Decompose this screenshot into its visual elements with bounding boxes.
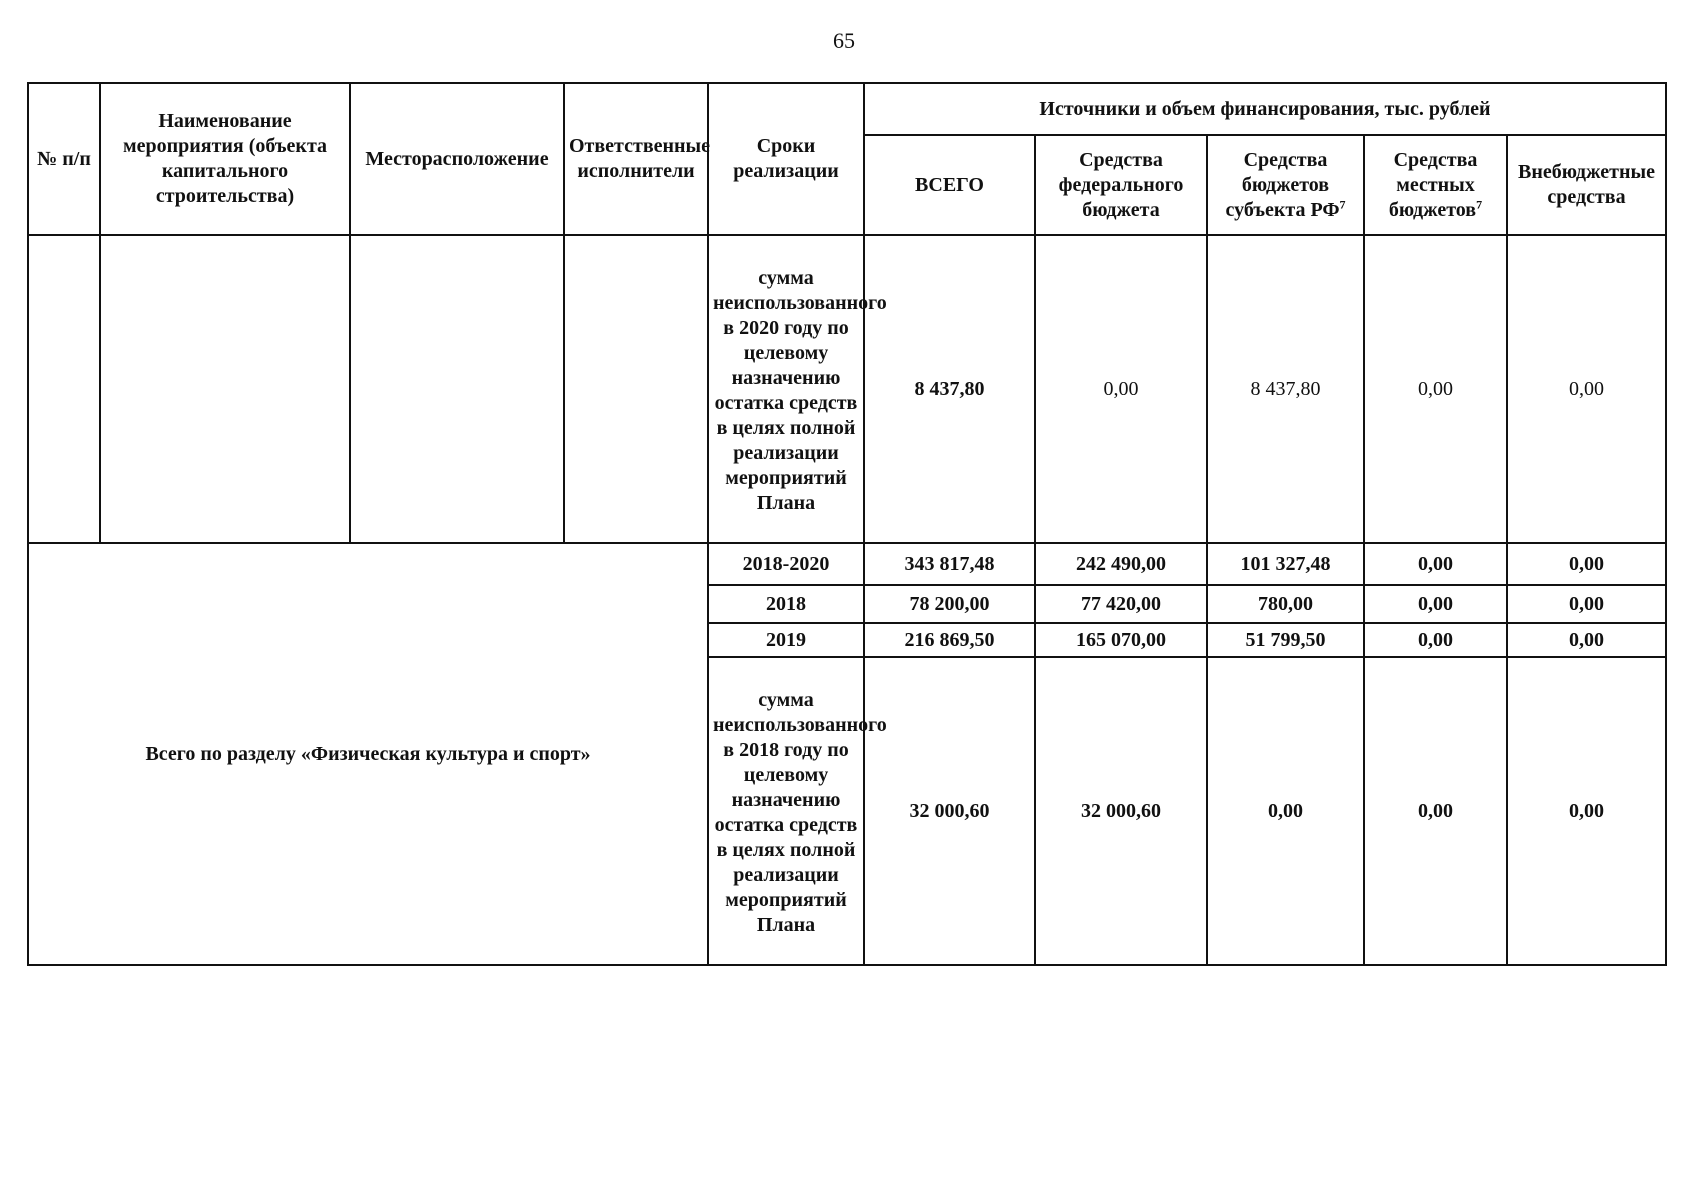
- cell-federal: 32 000,60: [1035, 657, 1207, 965]
- cell-subject: 51 799,50: [1207, 623, 1364, 657]
- cell-local: 0,00: [1364, 235, 1507, 543]
- cell-location: [350, 235, 564, 543]
- cell-period: 2018: [708, 585, 864, 623]
- header-local-label: Средства местных бюджетов: [1388, 148, 1478, 221]
- financing-table: [27, 82, 1667, 966]
- cell-offbudget: 0,00: [1507, 235, 1666, 543]
- header-terms: Сроки реализации: [708, 83, 864, 235]
- header-offbudget: Внебюджетные средства: [1507, 135, 1666, 235]
- table-row: [28, 543, 1666, 585]
- cell-federal: 242 490,00: [1035, 543, 1207, 585]
- cell-offbudget: 0,00: [1507, 585, 1666, 623]
- cell-name: [100, 235, 350, 543]
- header-local: [1364, 135, 1507, 235]
- cell-federal: 165 070,00: [1035, 623, 1207, 657]
- header-num: № п/п: [28, 83, 100, 235]
- cell-subject: 8 437,80: [1207, 235, 1364, 543]
- cell-local: 0,00: [1364, 543, 1507, 585]
- cell-period: сумма неиспользованного в 2018 году по целевому назначению остатка средств в целях полной реализации мероприятий Плана: [708, 657, 864, 965]
- cell-offbudget: 0,00: [1507, 657, 1666, 965]
- cell-responsible: [564, 235, 708, 543]
- cell-federal: 0,00: [1035, 235, 1207, 543]
- cell-period: сумма неиспользованного в 2020 году по целевому назначению остатка средств в целях полной реализации мероприятий Плана: [708, 235, 864, 543]
- header-responsible: Ответственные исполнители: [564, 83, 708, 235]
- cell-local: 0,00: [1364, 657, 1507, 965]
- header-location: Месторасположение: [350, 83, 564, 235]
- cell-total: 78 200,00: [864, 585, 1035, 623]
- cell-total: 8 437,80: [864, 235, 1035, 543]
- cell-total: 216 869,50: [864, 623, 1035, 657]
- header-subject: [1207, 135, 1364, 235]
- header-total: ВСЕГО: [864, 135, 1035, 235]
- cell-total: 343 817,48: [864, 543, 1035, 585]
- cell-period: 2019: [708, 623, 864, 657]
- cell-offbudget: 0,00: [1507, 623, 1666, 657]
- cell-subject: 0,00: [1207, 657, 1364, 965]
- table-row: [28, 235, 1666, 543]
- summary-label: Всего по разделу «Физическая культура и спорт»: [28, 543, 708, 965]
- cell-period: 2018-2020: [708, 543, 864, 585]
- cell-subject: 101 327,48: [1207, 543, 1364, 585]
- cell-local: 0,00: [1364, 623, 1507, 657]
- cell-subject: 780,00: [1207, 585, 1364, 623]
- footnote-ref: 7: [1339, 196, 1346, 211]
- header-federal: Средства федерального бюджета: [1035, 135, 1207, 235]
- header-name: Наименование мероприятия (объекта капитального строительства): [100, 83, 350, 235]
- cell-local: 0,00: [1364, 585, 1507, 623]
- cell-num: [28, 235, 100, 543]
- page-number: 65: [833, 28, 855, 53]
- cell-federal: 77 420,00: [1035, 585, 1207, 623]
- footnote-ref: 7: [1476, 196, 1483, 211]
- cell-total: 32 000,60: [864, 657, 1035, 965]
- header-sources: Источники и объем финансирования, тыс. рублей: [864, 83, 1666, 135]
- cell-offbudget: 0,00: [1507, 543, 1666, 585]
- header-subject-label: Средства бюджетов субъекта РФ: [1225, 148, 1340, 221]
